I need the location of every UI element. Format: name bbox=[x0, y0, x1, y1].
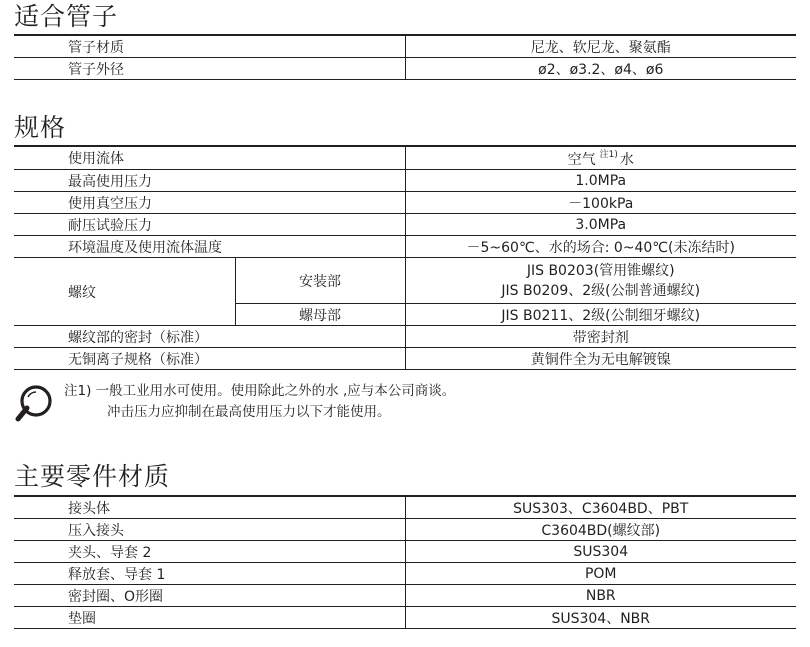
row-label: 管子外径 bbox=[14, 58, 405, 80]
table-row bbox=[14, 192, 796, 214]
row-label: 使用流体 bbox=[14, 146, 405, 170]
thread-nut-label: 螺母部 bbox=[235, 304, 405, 326]
fluid-air: 空气 bbox=[567, 152, 596, 168]
footnote-mark: 注1) bbox=[64, 383, 92, 399]
table-row bbox=[14, 607, 796, 629]
table-row bbox=[14, 35, 796, 58]
row-label: 垫圈 bbox=[14, 607, 405, 629]
row-label: 压入接头 bbox=[14, 519, 405, 541]
footnote bbox=[14, 381, 574, 427]
row-label: 耐压试验压力 bbox=[14, 214, 405, 236]
row-label: 管子材质 bbox=[14, 35, 405, 58]
row-value: ø2、ø3.2、ø4、ø6 bbox=[405, 58, 796, 80]
row-label: 接头体 bbox=[14, 496, 405, 519]
footnote-line2: 冲击压力应抑制在最高使用压力以下才能使用。 bbox=[107, 404, 391, 420]
table-row bbox=[14, 348, 796, 370]
row-label: 无铜离子规格（标准） bbox=[14, 348, 405, 370]
row-value: －100kPa bbox=[405, 192, 796, 214]
row-value: SUS303、C3604BD、PBT bbox=[405, 496, 796, 519]
footnote-text bbox=[64, 381, 455, 423]
specs-table bbox=[14, 145, 796, 370]
thread-mount-value bbox=[405, 258, 796, 304]
table-row bbox=[14, 170, 796, 192]
table-row bbox=[14, 585, 796, 607]
row-label: 夹头、导套 2 bbox=[14, 541, 405, 563]
table-row bbox=[14, 563, 796, 585]
magnifier-icon bbox=[14, 383, 56, 425]
table-row bbox=[14, 146, 796, 170]
table-row bbox=[14, 541, 796, 563]
fitting-tubes-table bbox=[14, 34, 796, 80]
table-row bbox=[14, 496, 796, 519]
row-value: 带密封剂 bbox=[405, 326, 796, 348]
row-value: C3604BD(螺纹部) bbox=[405, 519, 796, 541]
row-value: NBR bbox=[405, 585, 796, 607]
row-label: 螺纹部的密封（标准） bbox=[14, 326, 405, 348]
thread-mount-line1: JIS B0203(管用锥螺纹) bbox=[526, 262, 675, 279]
table-row bbox=[14, 58, 796, 80]
table-row bbox=[14, 519, 796, 541]
thread-label: 螺纹 bbox=[14, 258, 235, 326]
table-row bbox=[14, 214, 796, 236]
section-heading-specs: 规格 bbox=[14, 113, 67, 142]
table-row bbox=[14, 258, 796, 304]
materials-table bbox=[14, 495, 796, 629]
fluid-water: 水 bbox=[619, 152, 634, 168]
footnote-line1: 一般工业用水可使用。使用除此之外的水 ,应与本公司商谈。 bbox=[95, 383, 456, 399]
row-value: 3.0MPa bbox=[405, 214, 796, 236]
row-label: 密封圈、O形圈 bbox=[14, 585, 405, 607]
row-label: 最高使用压力 bbox=[14, 170, 405, 192]
row-label: 释放套、导套 1 bbox=[14, 563, 405, 585]
table-row bbox=[14, 236, 796, 258]
row-value: 1.0MPa bbox=[405, 170, 796, 192]
row-value: POM bbox=[405, 563, 796, 585]
footnote-mark: 注1) bbox=[599, 150, 618, 160]
row-value: SUS304 bbox=[405, 541, 796, 563]
row-value: 黄铜件全为无电解镀镍 bbox=[405, 348, 796, 370]
section-heading-materials: 主要零件材质 bbox=[14, 462, 171, 491]
table-row bbox=[14, 326, 796, 348]
row-value: SUS304、NBR bbox=[405, 607, 796, 629]
row-value bbox=[405, 146, 796, 170]
thread-nut-value: JIS B0211、2级(公制细牙螺纹) bbox=[405, 304, 796, 326]
thread-mount-label: 安装部 bbox=[235, 258, 405, 304]
section-heading-fitting-tubes: 适合管子 bbox=[14, 2, 119, 31]
row-label: 环境温度及使用流体温度 bbox=[14, 236, 405, 258]
row-value: 尼龙、软尼龙、聚氨酯 bbox=[405, 35, 796, 58]
row-value: －5~60℃、水的场合: 0~40℃(未冻结时) bbox=[405, 236, 796, 258]
row-label: 使用真空压力 bbox=[14, 192, 405, 214]
thread-mount-line2: JIS B0209、2级(公制普通螺纹) bbox=[501, 282, 701, 299]
